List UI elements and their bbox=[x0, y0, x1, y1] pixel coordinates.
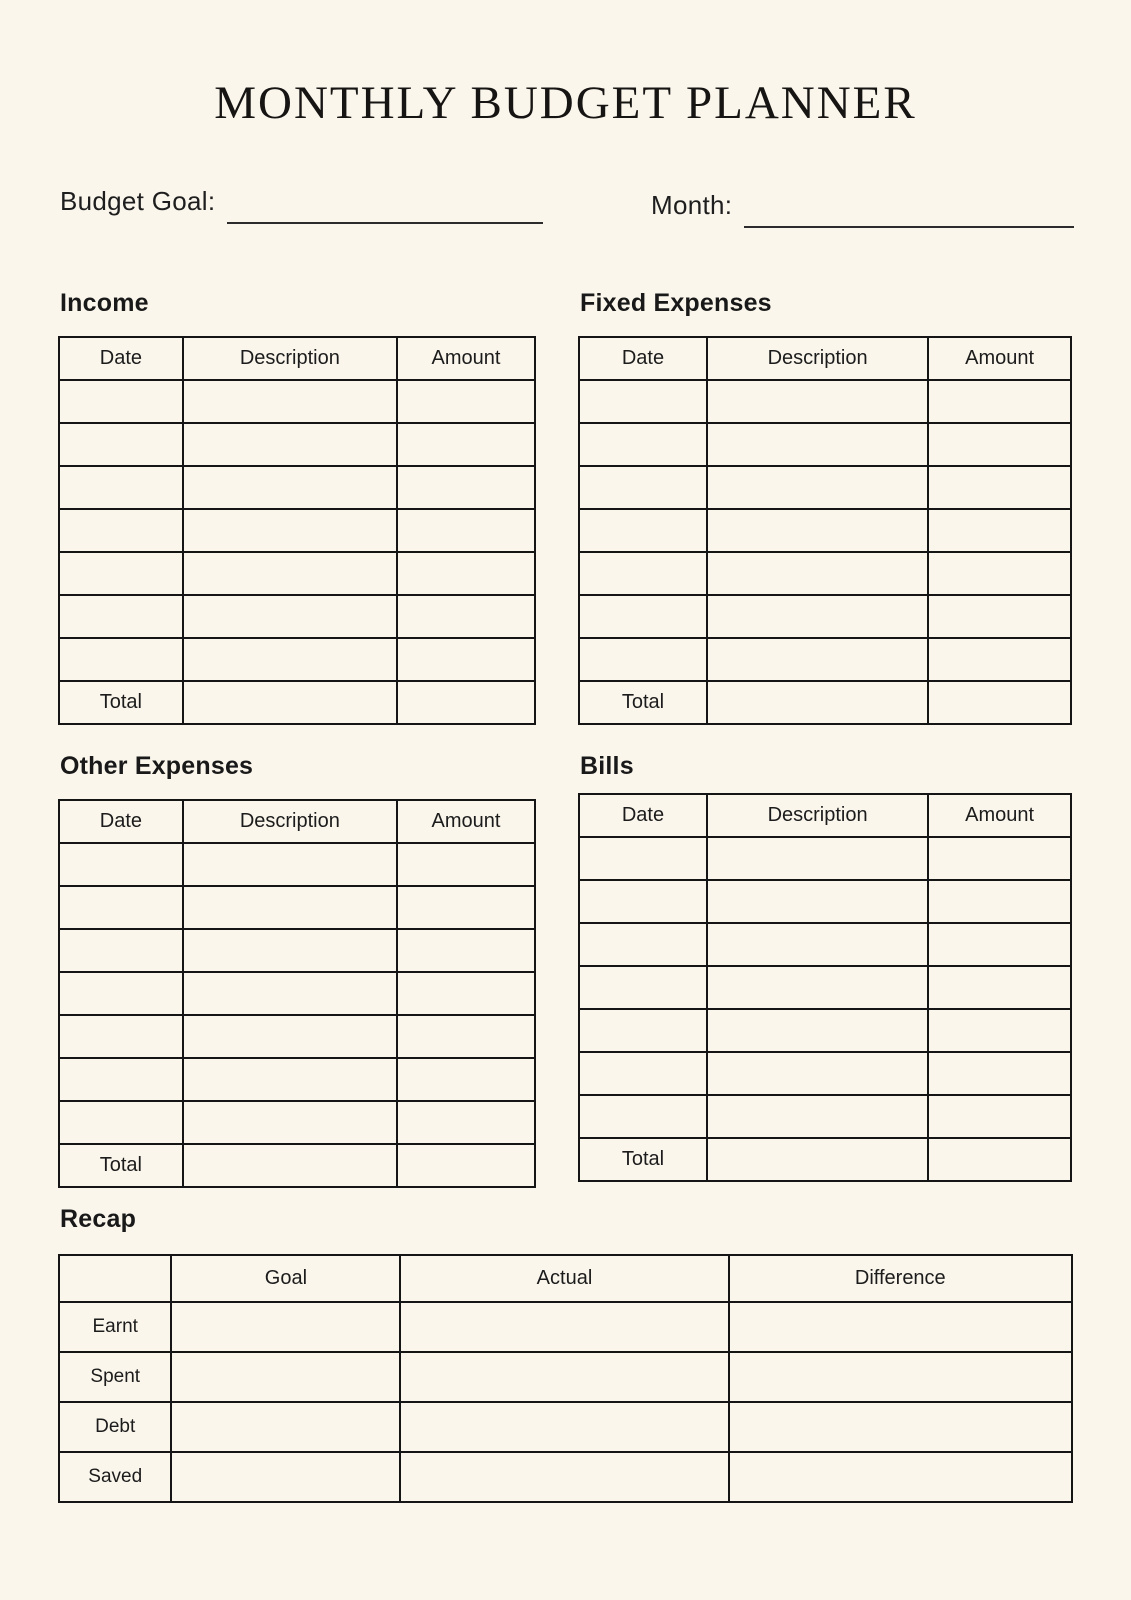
entry-cell[interactable] bbox=[183, 552, 397, 595]
entry-cell[interactable] bbox=[397, 1058, 535, 1101]
entry-cell[interactable] bbox=[579, 638, 707, 681]
total-amount-cell[interactable] bbox=[397, 1144, 535, 1187]
fixed-expenses-heading: Fixed Expenses bbox=[580, 289, 772, 317]
month-input-line[interactable] bbox=[744, 226, 1074, 228]
column-header-amount: Amount bbox=[928, 794, 1071, 837]
entry-row bbox=[579, 466, 1071, 509]
total-description-cell[interactable] bbox=[707, 1138, 928, 1181]
entry-cell[interactable] bbox=[928, 966, 1071, 1009]
section-income bbox=[58, 288, 536, 725]
income-table bbox=[58, 336, 536, 725]
entry-cell[interactable] bbox=[579, 1009, 707, 1052]
entry-cell[interactable] bbox=[928, 638, 1071, 681]
column-header-description: Description bbox=[707, 794, 928, 837]
entry-cell[interactable] bbox=[183, 972, 397, 1015]
entry-cell[interactable] bbox=[59, 886, 183, 929]
entry-cell[interactable] bbox=[397, 843, 535, 886]
entry-row bbox=[59, 972, 535, 1015]
entry-cell[interactable] bbox=[183, 509, 397, 552]
total-description-cell[interactable] bbox=[707, 681, 928, 724]
entry-row bbox=[579, 509, 1071, 552]
entry-row bbox=[59, 466, 535, 509]
entry-cell[interactable] bbox=[707, 880, 928, 923]
entry-cell[interactable] bbox=[183, 843, 397, 886]
entry-cell[interactable] bbox=[397, 552, 535, 595]
recap-actual-cell[interactable] bbox=[400, 1352, 728, 1402]
recap-goal-cell[interactable] bbox=[171, 1452, 400, 1502]
recap-actual-cell[interactable] bbox=[400, 1452, 728, 1502]
entry-cell[interactable] bbox=[59, 929, 183, 972]
entry-row bbox=[579, 595, 1071, 638]
recap-row-label: Spent bbox=[59, 1352, 171, 1402]
bills-heading: Bills bbox=[580, 752, 634, 780]
entry-row bbox=[579, 923, 1071, 966]
entry-cell[interactable] bbox=[183, 886, 397, 929]
entry-cell[interactable] bbox=[928, 923, 1071, 966]
total-row bbox=[579, 1138, 1071, 1181]
entry-row bbox=[59, 1101, 535, 1144]
column-header-date: Date bbox=[59, 337, 183, 380]
entry-cell[interactable] bbox=[183, 466, 397, 509]
table-header-row bbox=[579, 794, 1071, 837]
entry-cell[interactable] bbox=[928, 837, 1071, 880]
entry-cell[interactable] bbox=[59, 423, 183, 466]
total-row bbox=[59, 681, 535, 724]
recap-column-actual: Actual bbox=[400, 1255, 728, 1302]
entry-cell[interactable] bbox=[59, 638, 183, 681]
entry-cell[interactable] bbox=[59, 466, 183, 509]
entry-cell[interactable] bbox=[59, 509, 183, 552]
entry-cell[interactable] bbox=[183, 595, 397, 638]
recap-difference-cell[interactable] bbox=[729, 1402, 1072, 1452]
entry-cell[interactable] bbox=[928, 1009, 1071, 1052]
entry-cell[interactable] bbox=[928, 1095, 1071, 1138]
entry-cell[interactable] bbox=[707, 595, 928, 638]
table-header-row bbox=[59, 337, 535, 380]
table-header-row bbox=[59, 800, 535, 843]
total-label: Total bbox=[59, 1144, 183, 1187]
month-label: Month: bbox=[651, 190, 733, 220]
entry-row bbox=[579, 1009, 1071, 1052]
entry-row bbox=[579, 1095, 1071, 1138]
entry-row bbox=[59, 595, 535, 638]
total-label: Total bbox=[579, 1138, 707, 1181]
column-header-date: Date bbox=[59, 800, 183, 843]
entry-cell[interactable] bbox=[183, 380, 397, 423]
table-header-row bbox=[579, 337, 1071, 380]
entry-cell[interactable] bbox=[397, 929, 535, 972]
entry-row bbox=[579, 837, 1071, 880]
entry-cell[interactable] bbox=[59, 595, 183, 638]
entry-cell[interactable] bbox=[707, 552, 928, 595]
recap-heading: Recap bbox=[60, 1205, 137, 1233]
income-heading: Income bbox=[60, 289, 149, 317]
entry-row bbox=[579, 423, 1071, 466]
entry-cell[interactable] bbox=[183, 638, 397, 681]
entry-cell[interactable] bbox=[397, 595, 535, 638]
total-amount-cell[interactable] bbox=[928, 681, 1071, 724]
total-row bbox=[579, 681, 1071, 724]
entry-row bbox=[579, 966, 1071, 1009]
entry-row bbox=[59, 552, 535, 595]
other-expenses-table bbox=[58, 799, 536, 1188]
section-other-expenses bbox=[58, 751, 536, 1188]
recap-actual-cell[interactable] bbox=[400, 1302, 728, 1352]
month-field bbox=[651, 190, 1074, 220]
entry-cell[interactable] bbox=[579, 923, 707, 966]
entry-row bbox=[579, 380, 1071, 423]
entry-cell[interactable] bbox=[707, 923, 928, 966]
budget-goal-input-line[interactable] bbox=[227, 222, 543, 224]
entry-cell[interactable] bbox=[579, 1052, 707, 1095]
entry-cell[interactable] bbox=[579, 466, 707, 509]
entry-row bbox=[579, 552, 1071, 595]
section-recap bbox=[58, 1204, 1073, 1503]
column-header-amount: Amount bbox=[397, 337, 535, 380]
entry-row bbox=[579, 638, 1071, 681]
recap-header-row bbox=[59, 1255, 1072, 1302]
section-bills bbox=[578, 751, 1072, 1182]
entry-cell[interactable] bbox=[183, 1101, 397, 1144]
recap-row-earnt bbox=[59, 1302, 1072, 1352]
total-label: Total bbox=[579, 681, 707, 724]
entry-row bbox=[579, 880, 1071, 923]
section-fixed-expenses bbox=[578, 288, 1072, 725]
recap-goal-cell[interactable] bbox=[171, 1402, 400, 1452]
entry-cell[interactable] bbox=[707, 509, 928, 552]
entry-cell[interactable] bbox=[707, 1095, 928, 1138]
entry-cell[interactable] bbox=[59, 1015, 183, 1058]
entry-cell[interactable] bbox=[579, 1095, 707, 1138]
entry-cell[interactable] bbox=[397, 380, 535, 423]
other-expenses-heading: Other Expenses bbox=[60, 752, 254, 780]
entry-cell[interactable] bbox=[928, 880, 1071, 923]
recap-difference-cell[interactable] bbox=[729, 1452, 1072, 1502]
entry-cell[interactable] bbox=[397, 509, 535, 552]
entry-cell[interactable] bbox=[183, 1058, 397, 1101]
entry-cell[interactable] bbox=[707, 1052, 928, 1095]
entry-cell[interactable] bbox=[579, 595, 707, 638]
column-header-amount: Amount bbox=[397, 800, 535, 843]
entry-cell[interactable] bbox=[59, 552, 183, 595]
recap-difference-cell[interactable] bbox=[729, 1352, 1072, 1402]
column-header-amount: Amount bbox=[928, 337, 1071, 380]
budget-goal-field bbox=[60, 186, 543, 216]
recap-row-saved bbox=[59, 1452, 1072, 1502]
budget-goal-label: Budget Goal: bbox=[60, 186, 216, 216]
total-label: Total bbox=[59, 681, 183, 724]
recap-actual-cell[interactable] bbox=[400, 1402, 728, 1452]
entry-cell[interactable] bbox=[579, 380, 707, 423]
entry-row bbox=[59, 843, 535, 886]
bills-table bbox=[578, 793, 1072, 1182]
entry-cell[interactable] bbox=[579, 423, 707, 466]
entry-row bbox=[59, 929, 535, 972]
recap-goal-cell[interactable] bbox=[171, 1302, 400, 1352]
page-title: MONTHLY BUDGET PLANNER bbox=[214, 77, 917, 129]
recap-goal-cell[interactable] bbox=[171, 1352, 400, 1402]
entry-cell[interactable] bbox=[707, 1009, 928, 1052]
fixed-expenses-table bbox=[578, 336, 1072, 725]
entry-cell[interactable] bbox=[928, 1052, 1071, 1095]
column-header-description: Description bbox=[707, 337, 928, 380]
entry-cell[interactable] bbox=[579, 509, 707, 552]
entry-cell[interactable] bbox=[928, 595, 1071, 638]
entry-cell[interactable] bbox=[183, 1015, 397, 1058]
recap-row-label: Saved bbox=[59, 1452, 171, 1502]
column-header-description: Description bbox=[183, 800, 397, 843]
entry-cell[interactable] bbox=[707, 380, 928, 423]
recap-corner-cell bbox=[59, 1255, 171, 1302]
total-amount-cell[interactable] bbox=[928, 1138, 1071, 1181]
entry-cell[interactable] bbox=[59, 380, 183, 423]
entry-cell[interactable] bbox=[707, 466, 928, 509]
entry-row bbox=[579, 1052, 1071, 1095]
entry-cell[interactable] bbox=[397, 972, 535, 1015]
column-header-description: Description bbox=[183, 337, 397, 380]
recap-row-spent bbox=[59, 1352, 1072, 1402]
entry-row bbox=[59, 1058, 535, 1101]
column-header-date: Date bbox=[579, 337, 707, 380]
entry-cell[interactable] bbox=[397, 466, 535, 509]
recap-row-label: Earnt bbox=[59, 1302, 171, 1352]
entry-cell[interactable] bbox=[707, 966, 928, 1009]
entry-cell[interactable] bbox=[928, 423, 1071, 466]
recap-difference-cell[interactable] bbox=[729, 1302, 1072, 1352]
recap-row-label: Debt bbox=[59, 1402, 171, 1452]
entry-cell[interactable] bbox=[707, 837, 928, 880]
entry-cell[interactable] bbox=[59, 972, 183, 1015]
entry-cell[interactable] bbox=[928, 552, 1071, 595]
entry-row bbox=[59, 380, 535, 423]
recap-column-goal: Goal bbox=[171, 1255, 400, 1302]
entry-cell[interactable] bbox=[397, 1015, 535, 1058]
recap-row-debt bbox=[59, 1402, 1072, 1452]
entry-cell[interactable] bbox=[397, 1101, 535, 1144]
entry-cell[interactable] bbox=[928, 509, 1071, 552]
entry-cell[interactable] bbox=[707, 423, 928, 466]
entry-cell[interactable] bbox=[183, 929, 397, 972]
entry-cell[interactable] bbox=[183, 423, 397, 466]
entry-cell[interactable] bbox=[579, 966, 707, 1009]
entry-row bbox=[59, 886, 535, 929]
entry-cell[interactable] bbox=[579, 880, 707, 923]
total-description-cell[interactable] bbox=[183, 1144, 397, 1187]
column-header-date: Date bbox=[579, 794, 707, 837]
recap-column-difference: Difference bbox=[729, 1255, 1072, 1302]
total-row bbox=[59, 1144, 535, 1187]
entry-cell[interactable] bbox=[397, 886, 535, 929]
entry-cell[interactable] bbox=[397, 638, 535, 681]
recap-table bbox=[58, 1254, 1073, 1503]
entry-cell[interactable] bbox=[59, 843, 183, 886]
entry-cell[interactable] bbox=[59, 1058, 183, 1101]
entry-row bbox=[59, 509, 535, 552]
entry-row bbox=[59, 1015, 535, 1058]
entry-cell[interactable] bbox=[579, 837, 707, 880]
entry-cell[interactable] bbox=[928, 380, 1071, 423]
total-description-cell[interactable] bbox=[183, 681, 397, 724]
entry-cell[interactable] bbox=[928, 466, 1071, 509]
entry-cell[interactable] bbox=[59, 1101, 183, 1144]
entry-row bbox=[59, 423, 535, 466]
entry-cell[interactable] bbox=[397, 423, 535, 466]
entry-cell[interactable] bbox=[579, 552, 707, 595]
entry-cell[interactable] bbox=[707, 638, 928, 681]
entry-row bbox=[59, 638, 535, 681]
total-amount-cell[interactable] bbox=[397, 681, 535, 724]
